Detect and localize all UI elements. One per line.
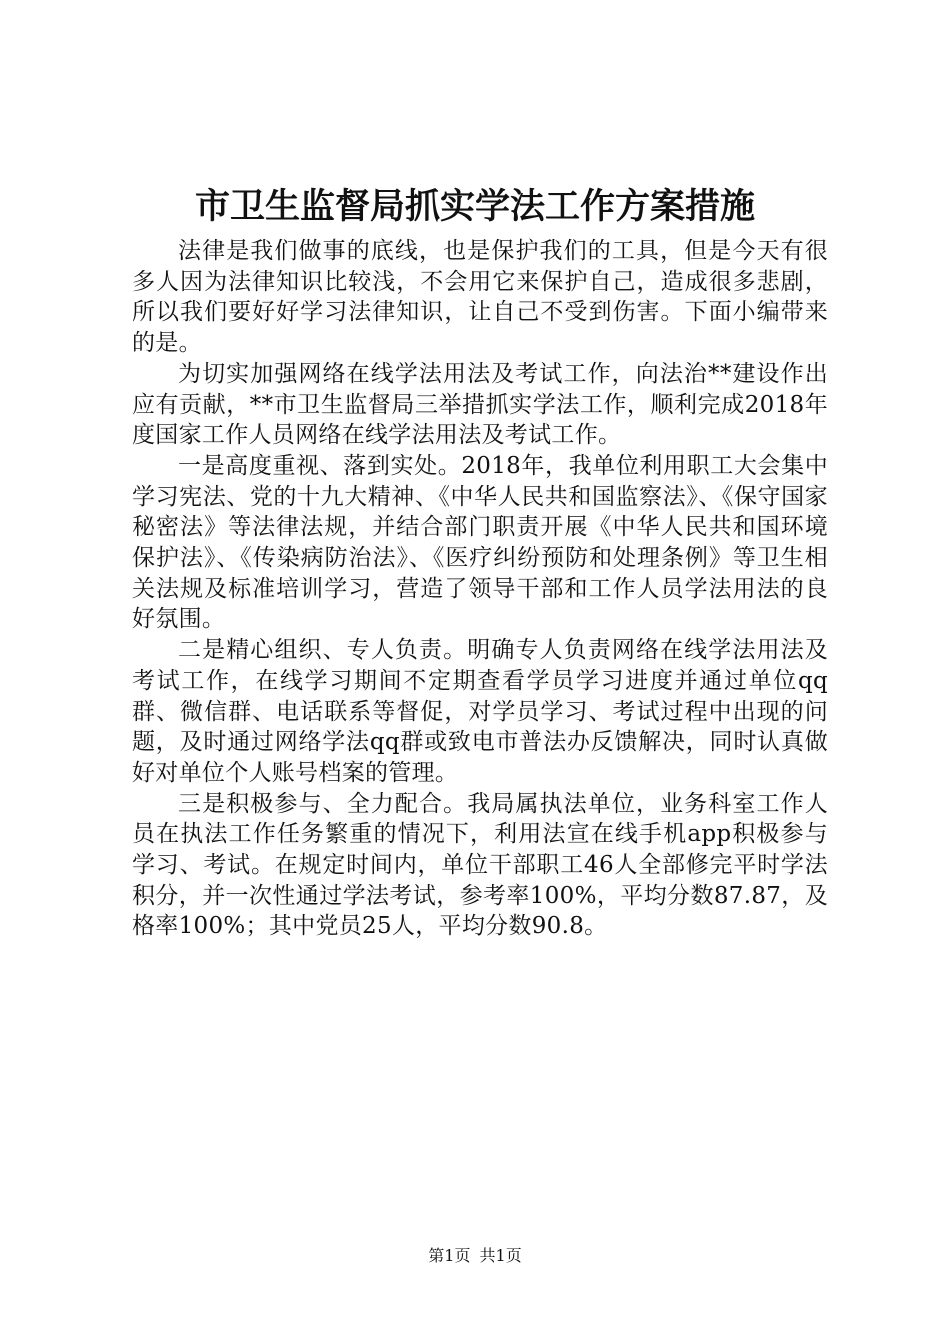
paragraph-intro: 法律是我们做事的底线，也是保护我们的工具，但是今天有很多人因为法律知识比较浅，不会用它来保护自己，造成很多悲剧，所以我们要好好学习法律知识，让自己不受到伤害。下面小编带来的是。	[132, 238, 828, 357]
page-number: 第1页	[428, 1246, 471, 1265]
page-total: 共1页	[479, 1246, 522, 1265]
paragraph-measure-one: 一是高度重视、落到实处。2018年，我单位利用职工大会集中学习宪法、党的十九大精神、《中华人民共和国监察法》、《保守国家秘密法》等法律法规，并结合部门职责开展《中华人民共和国环境保护法》、《传染病防治法》、《医疗纠纷预防和处理条例》等卫生相关法规及标准培训学习，营造了领导干部和工作人员学法用法的良好氛围。	[132, 452, 828, 633]
document-title: 市卫生监督局抓实学法工作方案措施	[194, 186, 755, 227]
document-body	[132, 236, 828, 942]
paragraph-overview: 为切实加强网络在线学法用法及考试工作，向法治**建设作出应有贡献，**市卫生监督局三举措抓实学法工作，顺利完成2018年度国家工作人员网络在线学法用法及考试工作。	[132, 360, 828, 449]
paragraph-measure-two: 二是精心组织、专人负责。明确专人负责网络在线学法用法及考试工作，在线学习期间不定期查看学员学习进度并通过单位qq群、微信群、电话联系等督促，对学员学习、考试过程中出现的问题，及时通过网络学法qq群或致电市普法办反馈解决，同时认真做好对单位个人账号档案的管理。	[132, 637, 828, 786]
paragraph-measure-three: 三是积极参与、全力配合。我局属执法单位，业务科室工作人员在执法工作任务繁重的情况下，利用法宣在线手机app积极参与学习、考试。在规定时间内，单位干部职工46人全部修完平时学法积分，并一次性通过学法考试，参考率100%，平均分数87.87，及格率100%；其中党员25人，平均分数90.8。	[132, 790, 828, 940]
page-footer	[0, 1244, 950, 1268]
